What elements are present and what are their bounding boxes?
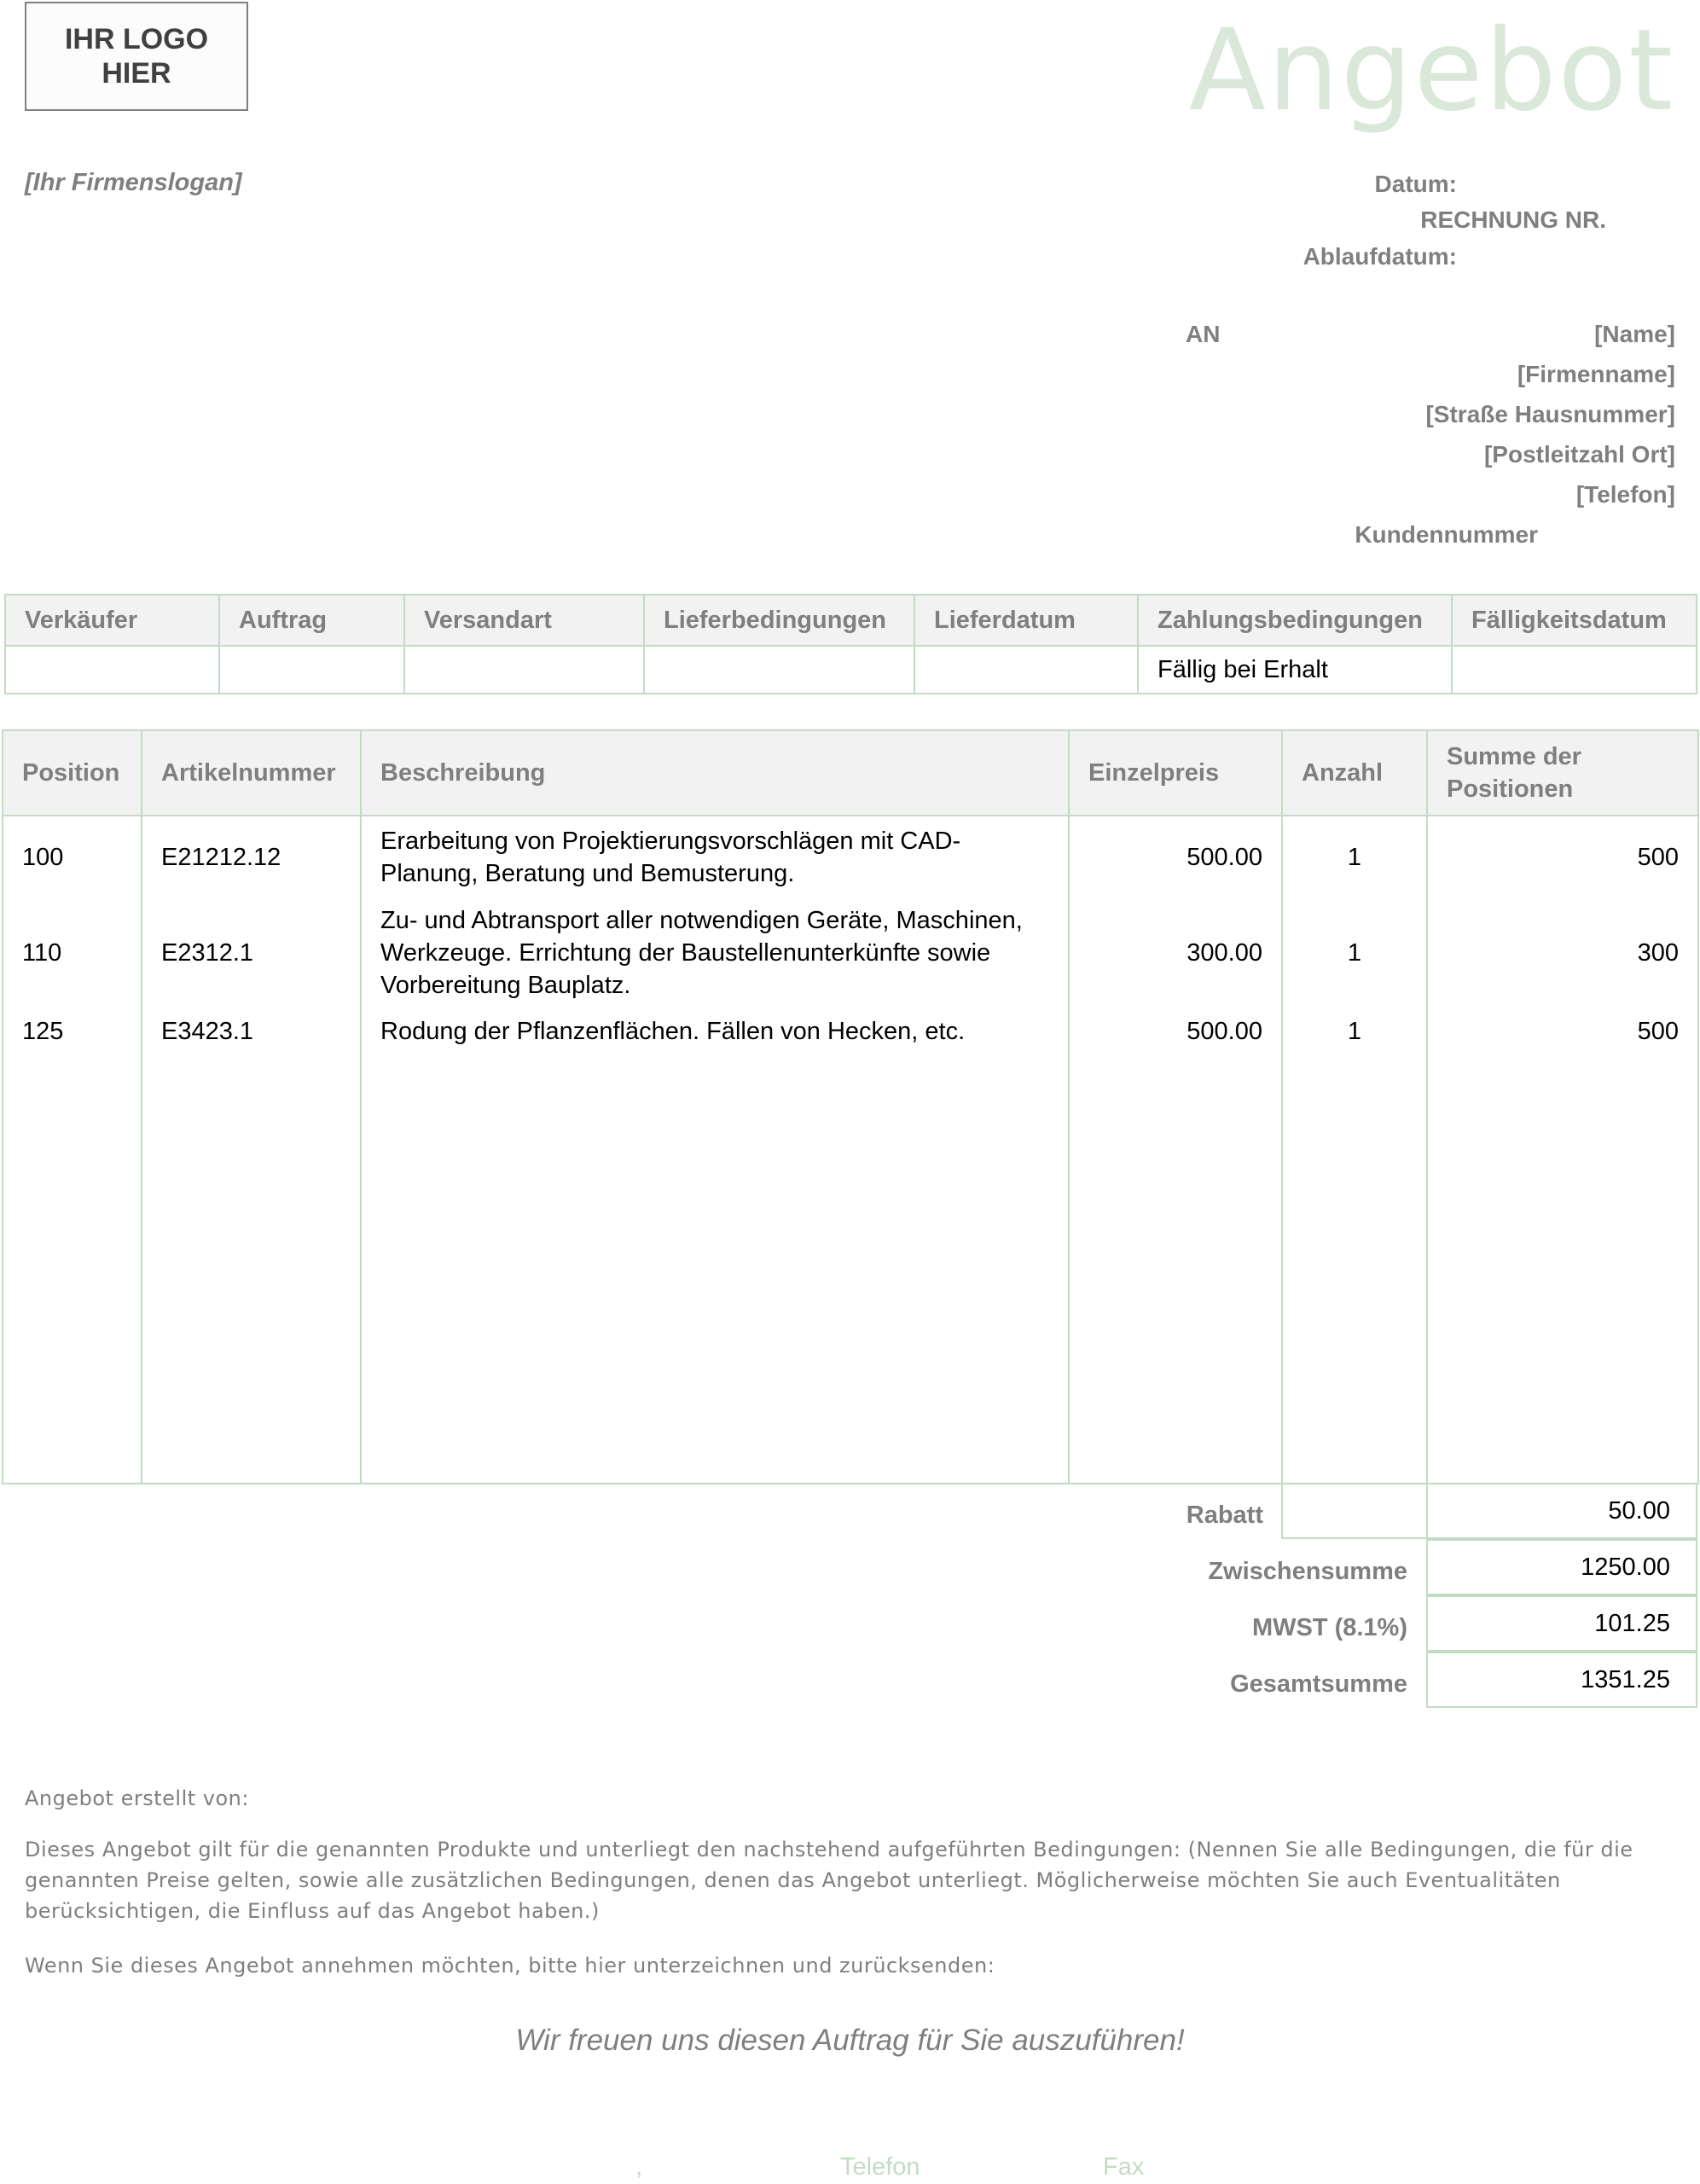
subtotal-value: 1250.00 <box>1426 1539 1697 1595</box>
vat-label: MWST (8.1%) <box>1251 1614 1407 1641</box>
header-order: Auftrag <box>219 595 404 646</box>
value-delivery-date <box>914 646 1138 694</box>
line-items-header-row <box>3 730 1698 816</box>
filler-cell <box>361 1054 1069 1484</box>
order-info-table <box>4 594 1697 694</box>
header-description: Beschreibung <box>361 730 1069 816</box>
header-unit-price: Einzelpreis <box>1069 730 1282 816</box>
footer-phone-label: Telefon <box>840 2153 920 2181</box>
filler-cell <box>1427 1054 1698 1484</box>
cell-description: Zu- und Abtransport aller notwendigen Geräte, Maschinen, Werkzeuge. Errichtung der Baustellenunterkünfte sowie Vorbereitung Bauplatz. <box>361 897 1069 1008</box>
table-row <box>3 1008 1698 1054</box>
cell-line-total: 300 <box>1427 897 1698 1008</box>
cell-line-total: 500 <box>1427 816 1698 897</box>
cell-quantity: 1 <box>1282 816 1427 897</box>
filler-cell <box>142 1054 361 1484</box>
value-seller <box>5 646 219 694</box>
footer-separator: , <box>635 2153 643 2181</box>
table-row <box>3 897 1698 1008</box>
cell-description: Rodung der Pflanzenflächen. Fällen von Hecken, etc. <box>361 1008 1069 1054</box>
cell-description: Erarbeitung von Projektierungsvorschlägen mit CAD-Planung, Beratung und Bemusterung. <box>361 816 1069 897</box>
document-title: Angebot <box>1188 5 1674 136</box>
recipient-street: [Straße Hausnummer] <box>1425 401 1675 427</box>
vat-value: 101.25 <box>1426 1595 1697 1652</box>
discount-label: Rabatt <box>1186 1502 1263 1529</box>
header-seller: Verkäufer <box>5 595 219 646</box>
header-due-date: Fälligkeitsdatum <box>1452 595 1697 646</box>
customer-number-label: Kundennummer <box>1355 521 1538 548</box>
recipient-city: [Postleitzahl Ort] <box>1483 441 1675 468</box>
cell-position: 110 <box>3 897 142 1008</box>
value-payment-terms: Fällig bei Erhalt <box>1138 646 1452 694</box>
subtotal-label: Zwischensumme <box>1208 1558 1407 1585</box>
value-due-date <box>1452 646 1697 694</box>
line-items-table <box>2 729 1699 1484</box>
grand-total-label: Gesamtsumme <box>1230 1670 1407 1698</box>
recipient-to-label: AN <box>1186 321 1221 347</box>
filler-cell <box>1069 1054 1282 1484</box>
table-filler-row <box>3 1054 1698 1484</box>
discount-value: 50.00 <box>1426 1483 1697 1539</box>
header-shipping: Versandart <box>404 595 644 646</box>
line-items-area <box>2 729 1697 1484</box>
cell-article: E2312.1 <box>142 897 361 1008</box>
recipient-company: [Firmenname] <box>1517 361 1675 387</box>
grand-total-value: 1351.25 <box>1426 1652 1697 1708</box>
recipient-phone: [Telefon] <box>1575 481 1675 508</box>
header-quantity: Anzahl <box>1282 730 1427 816</box>
header-delivery-terms: Lieferbedingungen <box>644 595 914 646</box>
expiry-date-label: Ablaufdatum: <box>1303 243 1457 270</box>
cell-quantity: 1 <box>1282 897 1427 1008</box>
acceptance-note: Wenn Sie dieses Angebot annehmen möchten, bitte hier unterzeichnen und zurücksenden: <box>25 1954 995 1978</box>
value-order <box>219 646 404 694</box>
cell-unit-price: 300.00 <box>1069 897 1282 1008</box>
header-delivery-date: Lieferdatum <box>914 595 1138 646</box>
company-logo: IHR LOGO HIER <box>25 2 248 111</box>
header-article-number: Artikelnummer <box>142 730 361 816</box>
order-info-header-row <box>5 595 1697 646</box>
thank-you-message: Wir freuen uns diesen Auftrag für Sie auszuführen! <box>515 2024 1185 2057</box>
date-label: Datum: <box>1374 171 1457 197</box>
cell-quantity: 1 <box>1282 1008 1427 1054</box>
table-row <box>3 816 1698 897</box>
conditions-note: Dieses Angebot gilt für die genannten Produkte und unterliegt den nachstehend aufgeführten Bedingungen: (Nennen Sie alle Bedingungen, die für die genannten Preise gelten, sowie alle zusätzlichen Bedingungen, denen das Angebot unterliegt. Möglicherweise möchten Sie auch Eventualitäten berücksichtigen, die Einfluss auf das Angebot haben.) <box>25 1838 1633 1923</box>
discount-spacer-cell <box>1281 1483 1428 1539</box>
filler-cell <box>3 1054 142 1484</box>
order-info-value-row <box>5 646 1697 694</box>
header-payment-terms: Zahlungsbedingungen <box>1138 595 1452 646</box>
cell-line-total: 500 <box>1427 1008 1698 1054</box>
created-by-note: Angebot erstellt von: <box>25 1786 249 1810</box>
cell-article: E21212.12 <box>142 816 361 897</box>
cell-position: 125 <box>3 1008 142 1054</box>
value-shipping <box>404 646 644 694</box>
company-slogan: [Ihr Firmenslogan] <box>25 169 242 196</box>
value-delivery-terms <box>644 646 914 694</box>
header-line-total: Summe der Positionen <box>1427 730 1698 816</box>
cell-unit-price: 500.00 <box>1069 1008 1282 1054</box>
recipient-name: [Name] <box>1594 321 1675 347</box>
header-position: Position <box>3 730 142 816</box>
footer-fax-label: Fax <box>1103 2153 1145 2181</box>
cell-position: 100 <box>3 816 142 897</box>
filler-cell <box>1282 1054 1427 1484</box>
invoice-number-label: RECHNUNG NR. <box>1420 206 1606 233</box>
cell-article: E3423.1 <box>142 1008 361 1054</box>
cell-unit-price: 500.00 <box>1069 816 1282 897</box>
